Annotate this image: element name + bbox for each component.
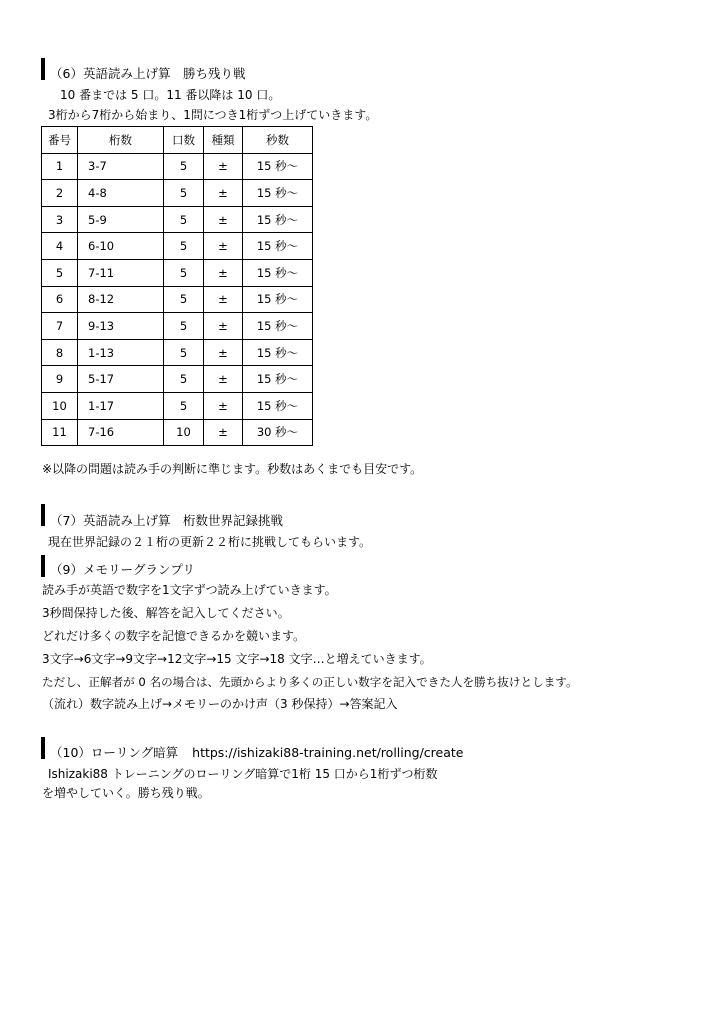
cell-digits: 7-11	[78, 259, 164, 286]
section-10-marker	[41, 737, 45, 759]
cell-number: 2	[42, 180, 78, 207]
cell-count: 5	[164, 392, 204, 419]
cell-digits: 9-13	[78, 313, 164, 340]
table-row	[42, 259, 313, 286]
cell-count: 5	[164, 313, 204, 340]
cell-seconds: 15 秒～	[243, 153, 313, 180]
cell-count: 5	[164, 180, 204, 207]
section-10-line-2: を増やしていく。勝ち残り戦。	[42, 786, 210, 800]
table-row	[42, 313, 313, 340]
cell-number: 3	[42, 206, 78, 233]
cell-seconds: 15 秒～	[243, 313, 313, 340]
cell-type: ±	[204, 392, 243, 419]
section-9-line-1: 読み手が英語で数字を1文字ずつ読み上げていきます。	[42, 583, 337, 597]
cell-digits: 4-8	[78, 180, 164, 207]
cell-digits: 5-17	[78, 366, 164, 393]
table-header-row	[42, 127, 313, 154]
cell-number: 11	[42, 419, 78, 446]
cell-digits: 3-7	[78, 153, 164, 180]
cell-seconds: 15 秒～	[243, 392, 313, 419]
cell-number: 10	[42, 392, 78, 419]
cell-count: 10	[164, 419, 204, 446]
cell-number: 5	[42, 259, 78, 286]
section-9-line-5: ただし、正解者が 0 名の場合は、先頭からより多くの正しい数字を記入できた人を勝ち抜けとします。	[42, 675, 578, 689]
cell-type: ±	[204, 313, 243, 340]
cell-type: ±	[204, 259, 243, 286]
cell-digits: 1-13	[78, 339, 164, 366]
table-row	[42, 286, 313, 313]
cell-count: 5	[164, 286, 204, 313]
cell-count: 5	[164, 339, 204, 366]
cell-type: ±	[204, 366, 243, 393]
cell-seconds: 15 秒～	[243, 233, 313, 260]
table-row	[42, 233, 313, 260]
schedule-table	[41, 126, 313, 446]
section-10-url[interactable]: https://ishizaki88-training.net/rolling/create	[192, 745, 464, 760]
cell-type: ±	[204, 419, 243, 446]
section-7-marker	[41, 504, 45, 526]
table-row	[42, 392, 313, 419]
section-6-note-2: 3桁から7桁から始まり、1問につき1桁ずつ上げていきます。	[48, 108, 378, 122]
header-type: 種類	[204, 127, 243, 154]
header-number: 番号	[42, 127, 78, 154]
cell-type: ±	[204, 233, 243, 260]
cell-seconds: 15 秒～	[243, 180, 313, 207]
header-seconds: 秒数	[243, 127, 313, 154]
section-7-title: （7）英語読み上げ算 桁数世界記録挑戦	[50, 513, 283, 528]
cell-seconds: 15 秒～	[243, 366, 313, 393]
table-row	[42, 366, 313, 393]
cell-number: 4	[42, 233, 78, 260]
section-10-title	[50, 746, 463, 760]
section-6-marker	[41, 58, 45, 80]
cell-number: 6	[42, 286, 78, 313]
cell-digits: 5-9	[78, 206, 164, 233]
cell-number: 8	[42, 339, 78, 366]
table-row	[42, 153, 313, 180]
cell-seconds: 15 秒～	[243, 286, 313, 313]
section-10-line-1: Ishizaki88 トレーニングのローリング暗算で1桁 15 口から1桁ずつ桁数	[48, 767, 438, 781]
cell-digits: 7-16	[78, 419, 164, 446]
cell-type: ±	[204, 153, 243, 180]
cell-number: 7	[42, 313, 78, 340]
section-9-line-6: （流れ）数字読み上げ→メモリーのかけ声（3 秒保持）→答案記入	[42, 697, 398, 711]
section-9-line-2: 3秒間保持した後、解答を記入してください。	[42, 606, 290, 620]
cell-count: 5	[164, 153, 204, 180]
section-7-body: 現在世界記録の２１桁の更新２２桁に挑戦してもらいます。	[48, 535, 372, 549]
cell-seconds: 15 秒～	[243, 206, 313, 233]
cell-type: ±	[204, 339, 243, 366]
table-row	[42, 339, 313, 366]
section-6-note-1: 10 番までは 5 口。11 番以降は 10 口。	[60, 88, 281, 102]
cell-count: 5	[164, 259, 204, 286]
cell-seconds: 15 秒～	[243, 339, 313, 366]
section-9-marker	[41, 555, 45, 577]
cell-count: 5	[164, 206, 204, 233]
table-row	[42, 419, 313, 446]
cell-digits: 6-10	[78, 233, 164, 260]
cell-type: ±	[204, 180, 243, 207]
table-row	[42, 206, 313, 233]
section-6-title: （6）英語読み上げ算 勝ち残り戦	[50, 66, 246, 81]
cell-digits: 8-12	[78, 286, 164, 313]
cell-count: 5	[164, 233, 204, 260]
cell-number: 1	[42, 153, 78, 180]
cell-seconds: 15 秒～	[243, 259, 313, 286]
header-digits: 桁数	[78, 127, 164, 154]
cell-type: ±	[204, 286, 243, 313]
section-9-line-3: どれだけ多くの数字を記憶できるかを競います。	[42, 629, 306, 643]
cell-number: 9	[42, 366, 78, 393]
table-row	[42, 180, 313, 207]
cell-digits: 1-17	[78, 392, 164, 419]
cell-type: ±	[204, 206, 243, 233]
section-9-title: （9）メモリーグランプリ	[50, 562, 195, 577]
cell-seconds: 30 秒～	[243, 419, 313, 446]
section-9-line-4: 3文字→6文字→9文字→12文字→15 文字→18 文字…と増えていきます。	[42, 652, 432, 666]
section-6-footnote: ※以降の問題は読み手の判断に準じます。秒数はあくまでも目安です。	[42, 462, 423, 476]
header-count: 口数	[164, 127, 204, 154]
section-10-title-text: （10）ローリング暗算	[50, 745, 179, 760]
cell-count: 5	[164, 366, 204, 393]
